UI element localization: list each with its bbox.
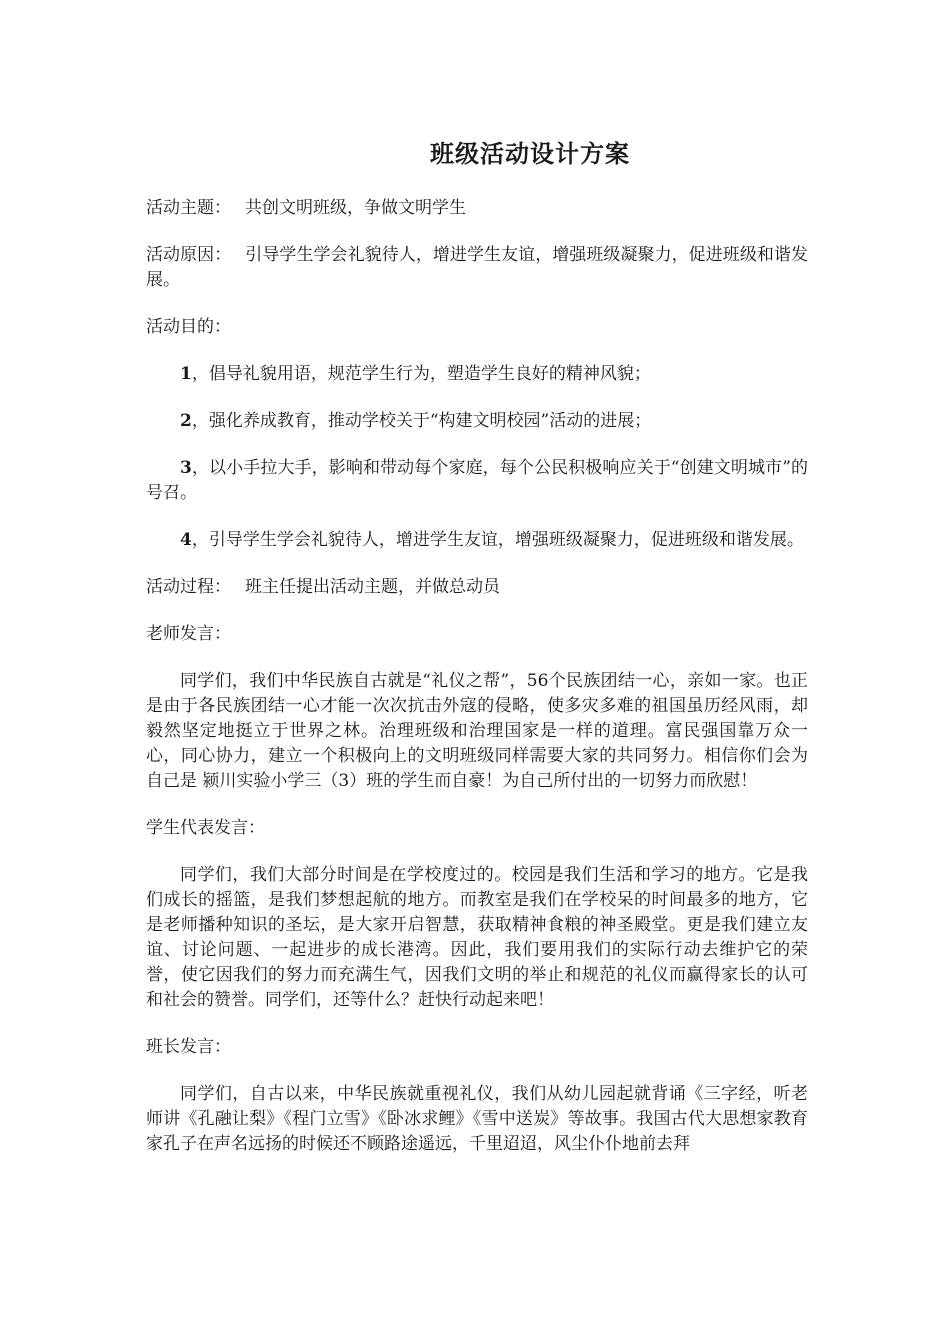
process-text: 班主任提出活动主题，并做总动员 [245,577,500,597]
purpose-item-number: 3 [180,458,192,478]
theme-line [146,196,808,221]
purpose-item-1 [146,362,808,387]
purpose-item-3 [146,456,808,506]
process-line [146,575,808,600]
student-label: 学生代表发言： [146,818,265,838]
reason-label: 活动原因： [146,245,232,265]
purpose-item-text: ，强化养成教育，推动学校关于“构建文明校园”活动的进展； [191,411,652,431]
purpose-item-number: 4 [180,530,192,550]
teacher-label: 老师发言： [146,624,231,644]
process-label: 活动过程： [146,577,231,597]
purpose-item-number: 2 [180,411,192,431]
monitor-label: 班长发言： [146,1037,231,1057]
theme-text: 共创文明班级，争做文明学生 [245,198,466,218]
purpose-label: 活动目的： [146,317,231,337]
reason-paragraph [146,243,808,293]
monitor-speech: 同学们，自古以来，中华民族就重视礼仪，我们从幼儿园起就背诵《三字经，听老师讲《孔融让梨》《程门立雪》《卧冰求鲤》《雪中送炭》等故事。我国古代大思想家教育家孔子在声名远扬的时候还不顾路途遥远，千里迢迢，风尘仆仆地前去拜 [146,1084,808,1154]
teacher-speech: 同学们，我们中华民族自古就是“礼仪之帮”，56个民族团结一心，亲如一家。也正是由于各民族团结一心才能一次次抗击外寇的侵略，使多灾多难的祖国虽历经风雨，却毅然坚定地挺立于世界之林。治理班级和治理国家是一样的道理。富民强国靠万众一心，同心协力，建立一个积极向上的文明班级同样需要大家的共同努力。相信你们会为自己是 颍川实验小学三（3）班的学生而自豪！为自己所付出的一切努力而欣慰！ [146,671,808,791]
purpose-item-2 [146,409,808,434]
purpose-item-text: ，倡导礼貌用语，规范学生行为，塑造学生良好的精神风貌； [191,364,651,384]
purpose-item-text: ，以小手拉大手，影响和带动每个家庭，每个公民积极响应关于“创建文明城市”的号召。 [146,458,808,503]
purpose-item-text: ，引导学生学会礼貌待人，增进学生友谊，增强班级凝聚力，促进班级和谐发展。 [191,530,804,550]
reason-text: 引导学生学会礼貌待人，增进学生友谊，增强班级凝聚力，促进班级和谐发展。 [146,245,809,290]
document-title: 班级活动设计方案 [430,139,630,168]
student-speech: 同学们，我们大部分时间是在学校度过的。校园是我们生活和学习的地方。它是我们成长的摇篮，是我们梦想起航的地方。而教室是我们在学校呆的时间最多的地方，它是老师播种知识的圣坛，是大家开启智慧，获取精神食粮的神圣殿堂。更是我们建立友谊、讨论问题、一起进步的成长港湾。因此，我们要用我们的实际行动去维护它的荣誉，使它因我们的努力而充满生气，因我们文明的举止和规范的礼仪而赢得家长的认可和社会的赞誉。同学们，还等什么？赶快行动起来吧！ [146,865,808,1010]
purpose-item-4 [146,528,808,553]
purpose-item-number: 1 [180,364,192,384]
document-body [146,196,808,1179]
theme-label: 活动主题： [146,198,231,218]
